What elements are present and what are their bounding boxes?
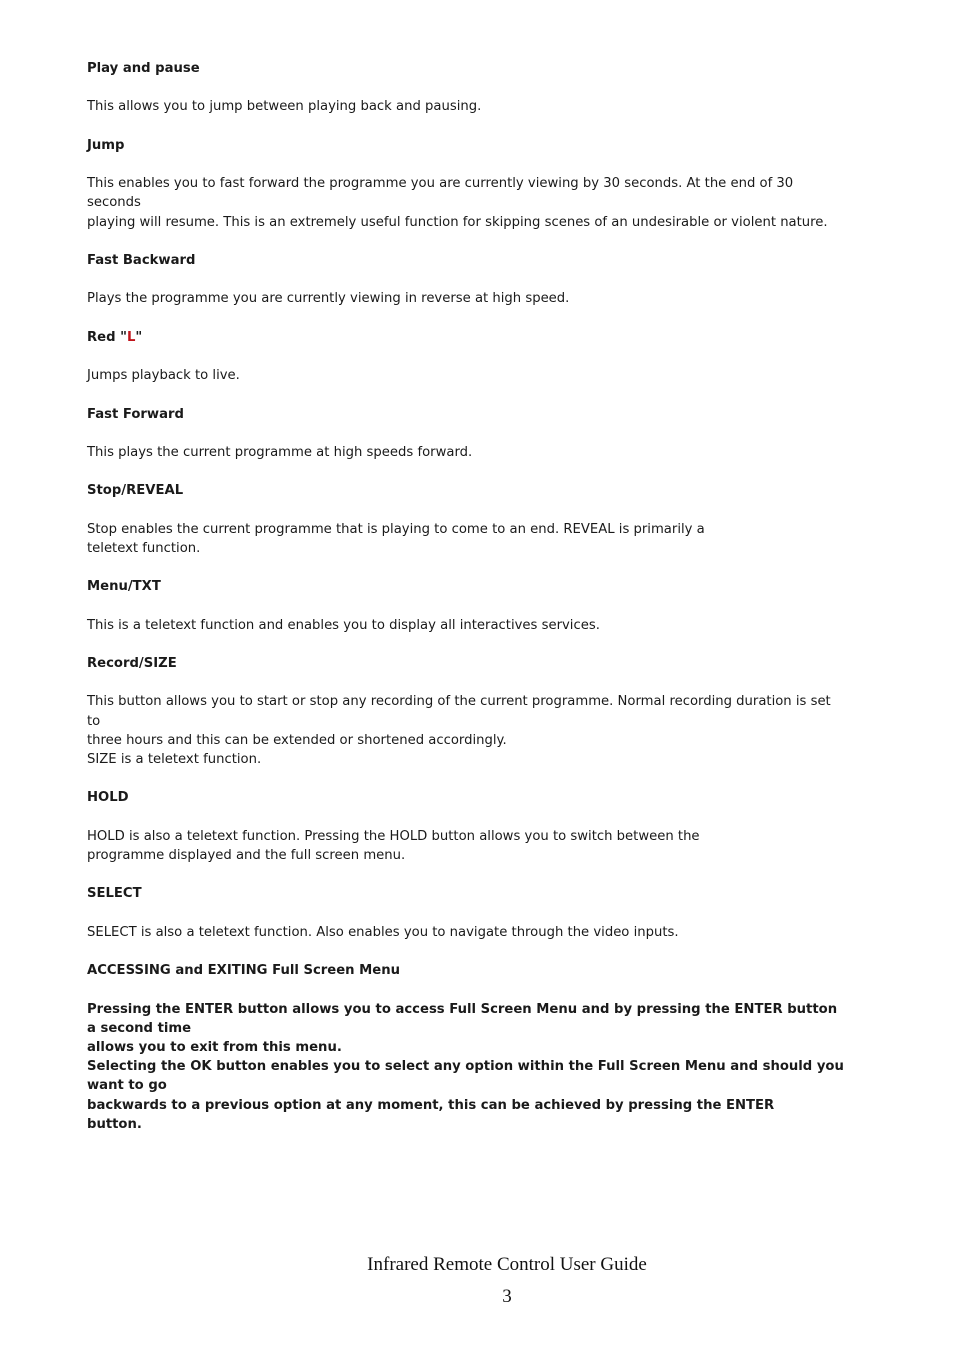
section-heading-play-pause: Play and pause (87, 61, 200, 76)
section-text-accessing-line2: allows you to exit from this menu. (87, 1040, 342, 1056)
section-text-accessing-line5: button. (87, 1116, 142, 1132)
section-text-accessing-line3: Selecting the OK button enables you to select any option within the Full Screen Menu and should you want to go (87, 1059, 844, 1094)
section-text-select: SELECT is also a teletext function. Also enables you to navigate through the video inputs. (87, 924, 679, 940)
section-text-menu-txt: This is a teletext function and enables you to display all interactives services. (87, 617, 600, 633)
red-l-prefix: Red " (87, 329, 128, 345)
footer-title: Infrared Remote Control User Guide (367, 1254, 647, 1275)
document-body (87, 59, 847, 1134)
section-text-record-size-line2: three hours and this can be extended or shortened accordingly. (87, 732, 507, 748)
section-text-stop-reveal-line1: Stop enables the current programme that is playing to come to an end. REVEAL is primarily a (87, 521, 705, 537)
section-text-red-l: Jumps playback to live. (87, 368, 240, 384)
section-text-fast-forward: This plays the current programme at high speeds forward. (87, 444, 473, 460)
section-text-record-size-line3: SIZE is a teletext function. (87, 752, 262, 768)
section-heading-jump: Jump (87, 137, 125, 153)
section-text-jump-line2: playing will resume. This is an extremely useful function for skipping scenes of an undesirable or violent nature. (87, 214, 828, 230)
section-heading-fast-forward: Fast Forward (87, 406, 184, 422)
section-text-jump-line1: This enables you to fast forward the programme you are currently viewing by 30 seconds. At the end of 30 seconds (87, 176, 794, 211)
section-heading-accessing: ACCESSING and EXITING Full Screen Menu (87, 963, 400, 979)
section-heading-hold: HOLD (87, 790, 129, 806)
section-heading-red-l (87, 328, 847, 347)
section-heading-menu-txt: Menu/TXT (87, 579, 161, 595)
section-heading-fast-backward: Fast Backward (87, 252, 196, 268)
section-heading-select: SELECT (87, 886, 142, 902)
red-l-letter: L (127, 329, 136, 345)
section-text-play-pause: This allows you to jump between playing back and pausing. (87, 99, 482, 115)
section-heading-stop-reveal: Stop/REVEAL (87, 483, 184, 499)
section-text-stop-reveal-line2: teletext function. (87, 540, 201, 556)
page-number: 3 (502, 1286, 512, 1307)
section-text-accessing-line4: backwards to a previous option at any moment, this can be achieved by pressing the ENTER (87, 1097, 775, 1113)
section-text-accessing-line1: Pressing the ENTER button allows you to access Full Screen Menu and by pressing the ENTER button a second time (87, 1001, 838, 1036)
red-l-suffix: " (135, 329, 143, 345)
section-heading-record-size: Record/SIZE (87, 656, 177, 672)
section-text-fast-backward: Plays the programme you are currently viewing in reverse at high speed. (87, 291, 570, 307)
section-text-hold-line2: programme displayed and the full screen menu. (87, 848, 406, 864)
section-text-hold-line1: HOLD is also a teletext function. Pressing the HOLD button allows you to switch between the (87, 828, 700, 844)
section-text-record-size-line1: This button allows you to start or stop any recording of the current programme. Normal recording duration is set to (87, 694, 831, 729)
